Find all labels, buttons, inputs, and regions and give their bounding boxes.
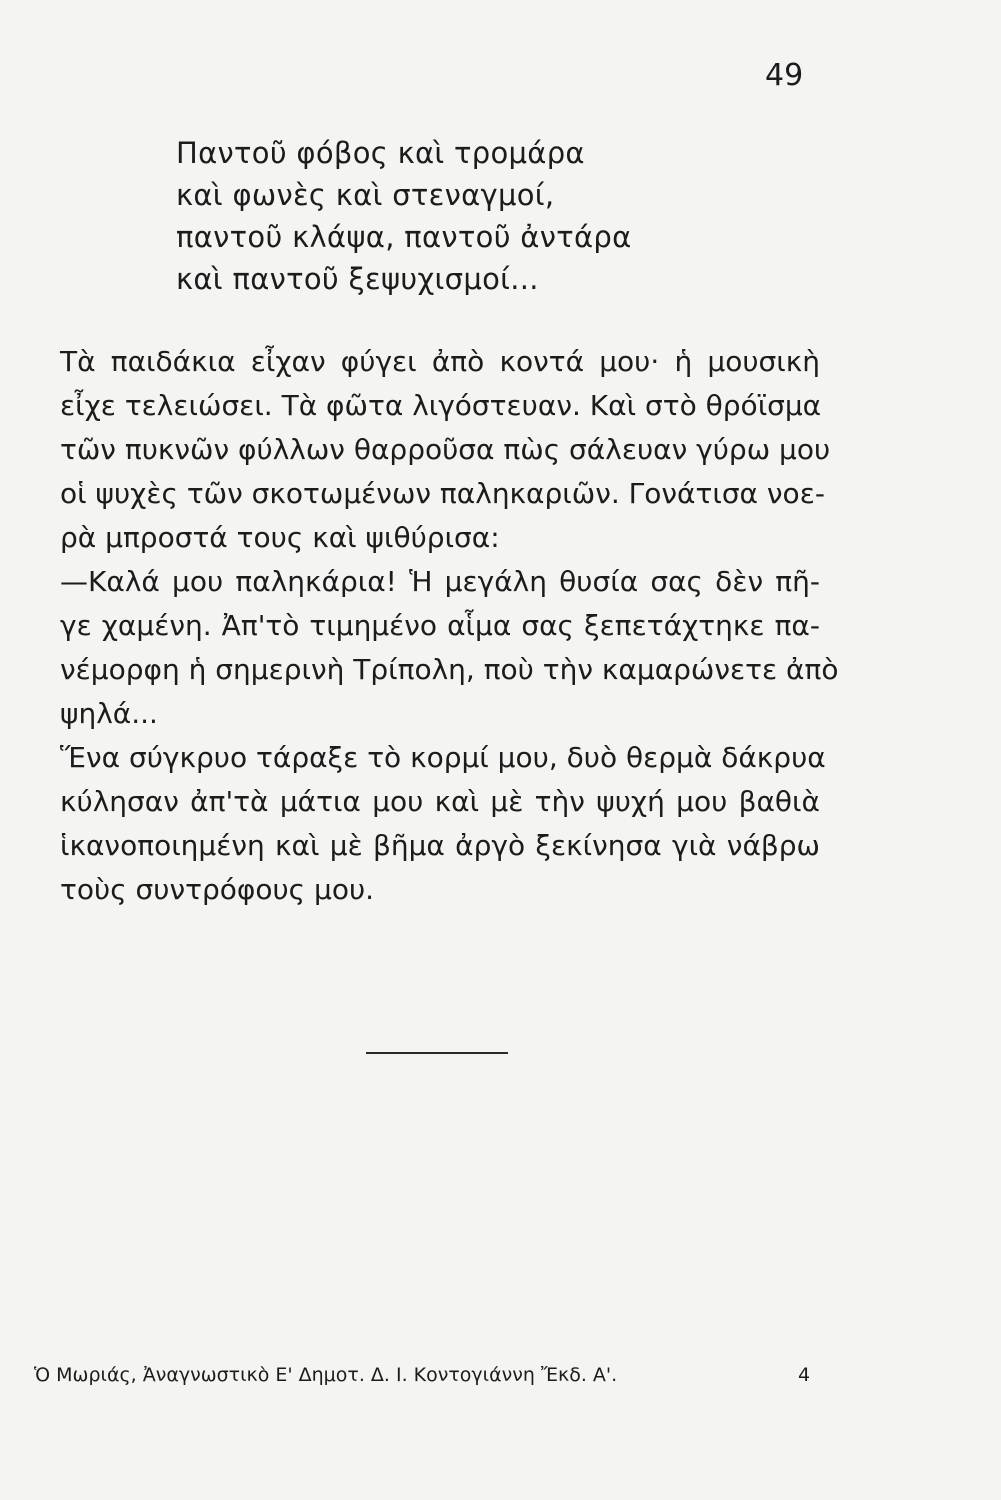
poem-stanza bbox=[176, 132, 876, 300]
poem-line: Παντοῦ φόβος καὶ τρομάρα bbox=[176, 136, 585, 170]
prose-line: οἱ ψυχὲς τῶν σκοτωμένων παληκαριῶν. Γονάτισα νοε- bbox=[60, 477, 825, 510]
prose-line: τοὺς συντρόφους μου. bbox=[60, 873, 375, 906]
prose-line: ἱκανοποιημένη καὶ μὲ βῆμα ἀργὸ ξεκίνησα γιὰ νάβρω bbox=[60, 829, 820, 862]
signature-number: 4 bbox=[798, 1364, 811, 1386]
prose-line: ψηλά... bbox=[60, 697, 158, 730]
poem-line: καὶ παντοῦ ξεψυχισμοί... bbox=[176, 262, 539, 296]
prose-line: εἶχε τελειώσει. Τὰ φῶτα λιγόστευαν. Καὶ στὸ θρόϊσμα bbox=[60, 389, 822, 422]
prose-line: νέμορφη ἡ σημερινὴ Τρίπολη, ποὺ τὴν καμαρώνετε ἀπὸ bbox=[60, 653, 839, 686]
source-footnote: Ὁ Μωριάς, Ἀναγνωστικὸ Ε' Δημοτ. Δ. Ι. Κοντογιάννη Ἔκδ. Α'. bbox=[34, 1364, 618, 1386]
prose-body bbox=[60, 340, 839, 912]
prose-line: ρὰ μπροστά τους καὶ ψιθύρισα: bbox=[60, 521, 500, 554]
section-divider bbox=[366, 1052, 508, 1054]
prose-line: γε χαμένη. Ἀπ'τὸ τιμημένο αἷμα σας ξεπετάχτηκε πα- bbox=[60, 609, 820, 642]
poem-line: καὶ φωνὲς καὶ στεναγμοί, bbox=[176, 178, 555, 212]
prose-line: —Καλά μου παληκάρια! Ἡ μεγάλη θυσία σας δὲν πῆ- bbox=[60, 565, 820, 598]
prose-line: Ἕνα σύγκρυο τάραξε τὸ κορμί μου, δυὸ θερμὰ δάκρυα bbox=[60, 741, 826, 774]
prose-line: Τὰ παιδάκια εἶχαν φύγει ἀπὸ κοντά μου· ἡ μουσικὴ bbox=[60, 345, 820, 378]
prose-line: κύλησαν ἀπ'τὰ μάτια μου καὶ μὲ τὴν ψυχή μου βαθιὰ bbox=[60, 785, 820, 818]
prose-line: τῶν πυκνῶν φύλλων θαρροῦσα πὼς σάλευαν γύρω μου bbox=[60, 433, 831, 466]
page-number: 49 bbox=[765, 58, 804, 93]
poem-line: παντοῦ κλάψα, παντοῦ ἀντάρα bbox=[176, 220, 632, 254]
